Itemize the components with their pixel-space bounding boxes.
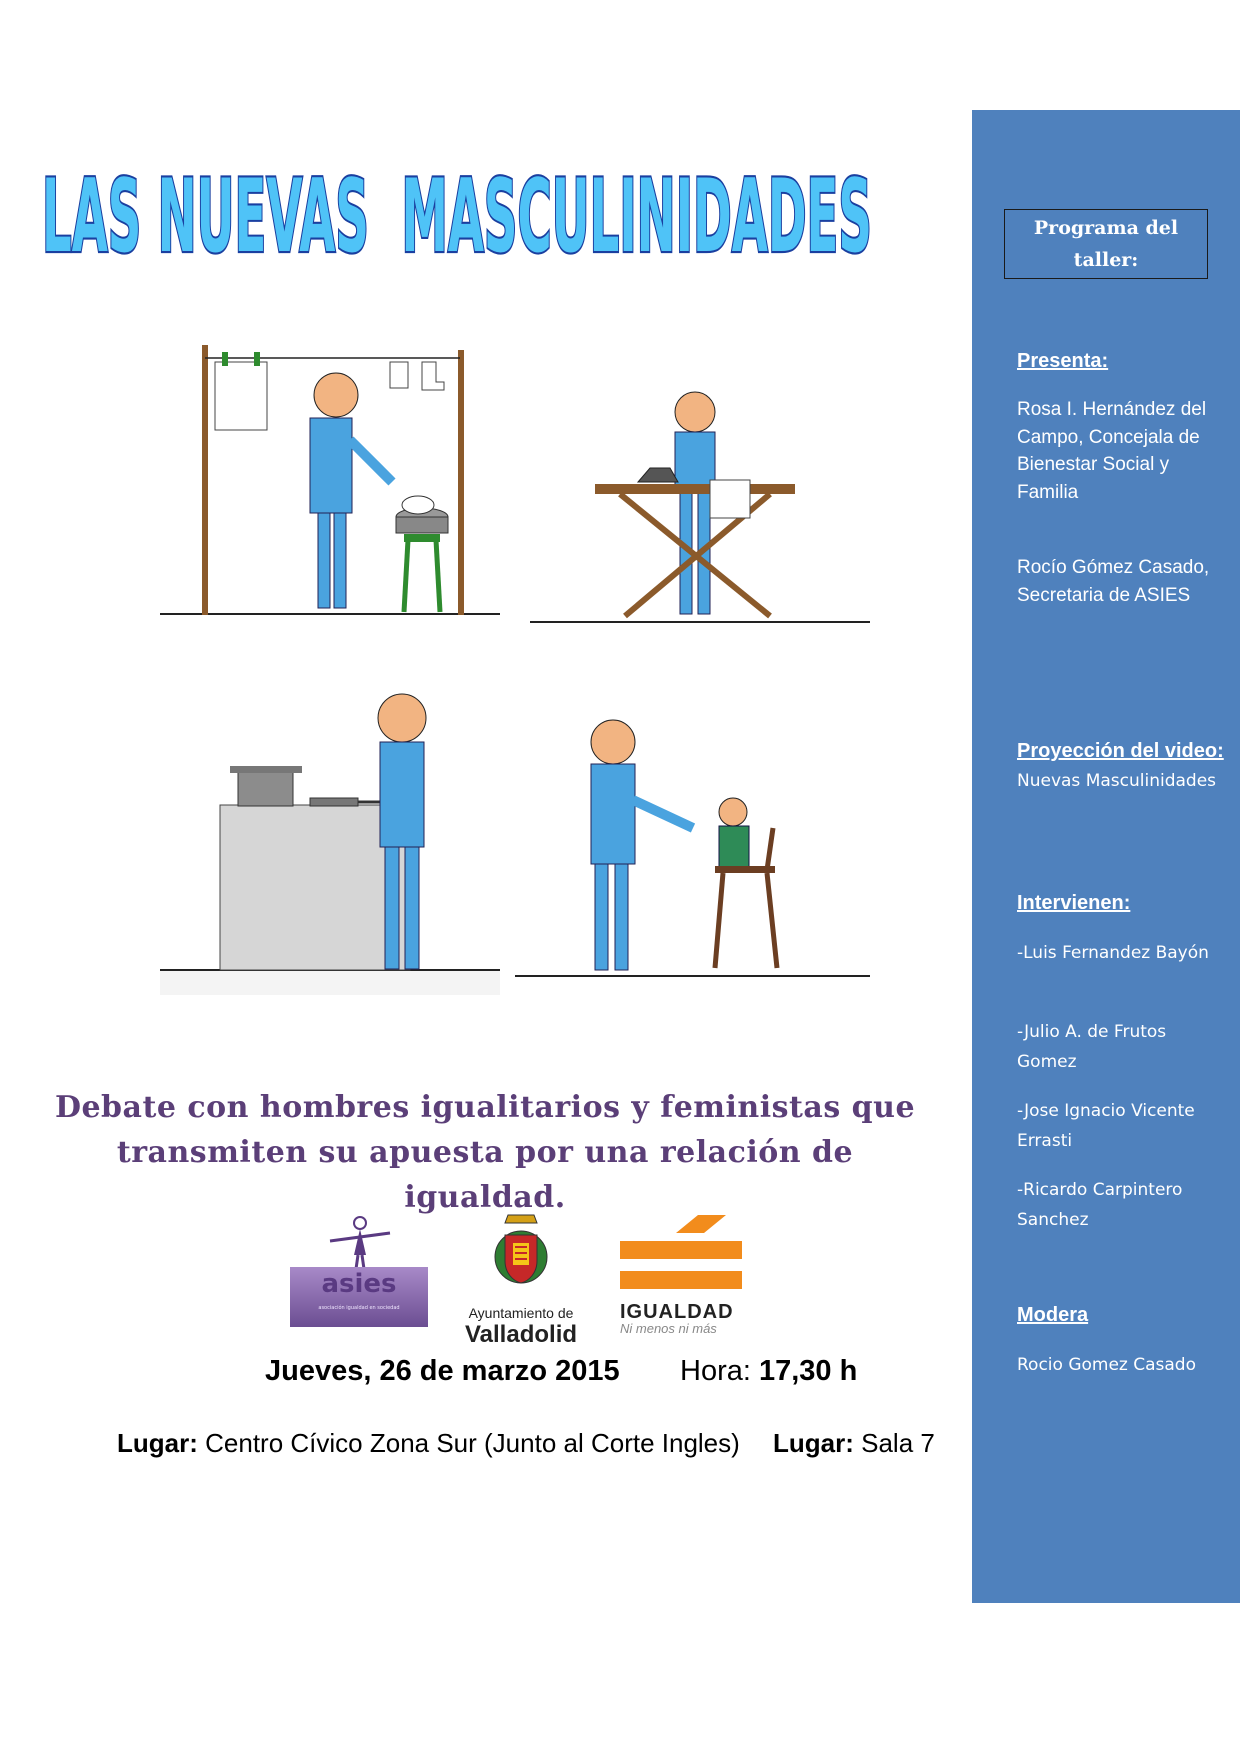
asies-panel — [290, 1267, 428, 1327]
proyeccion-value: Nuevas Masculinidades — [1017, 771, 1217, 791]
event-time — [680, 1355, 857, 1388]
modera-value: Rocio Gomez Casado — [1017, 1355, 1196, 1375]
modera-heading: Modera — [1017, 1304, 1089, 1326]
valladolid-line-1: Ayuntamiento de — [468, 1305, 574, 1321]
programa-heading: Programa del taller: — [1033, 217, 1179, 271]
event-place — [117, 1428, 740, 1459]
proyeccion-heading: Proyección del video: — [1017, 740, 1224, 762]
igualdad-subtitle: Ni menos ni más — [620, 1321, 717, 1336]
event-time-value: 17,30 h — [758, 1355, 858, 1387]
event-place-value: Centro Cívico Zona Sur (Junto al Corte Ingles) — [205, 1428, 740, 1458]
event-time-label: Hora: — [680, 1355, 751, 1387]
illustration-laundry — [160, 340, 500, 620]
programa-box — [1004, 209, 1208, 279]
presenta-person-1: Rosa I. Hernández del Campo, Concejala de Bienestar Social y Familia — [1017, 399, 1207, 503]
debate-line-2: transmiten su apuesta por una relación de igualdad. — [116, 1135, 854, 1215]
valladolid-logo — [458, 1213, 584, 1348]
presenta-heading: Presenta: — [1017, 350, 1109, 372]
poster-title — [40, 150, 890, 270]
igualdad-equals-icon — [620, 1215, 745, 1297]
speaker-1: -Luis Fernandez Bayón — [1017, 943, 1209, 963]
debate-text — [40, 1085, 930, 1220]
speaker-3: -Jose Ignacio Vicente Errasti — [1017, 1101, 1195, 1151]
debate-line-1: Debate con hombres igualitarios y feministas que — [54, 1090, 916, 1125]
illustration-ironing — [530, 380, 870, 630]
proyeccion-block — [1017, 737, 1227, 796]
asies-figure-icon — [320, 1215, 400, 1271]
event-room — [773, 1428, 935, 1459]
event-place-label: Lugar: — [117, 1428, 198, 1458]
valladolid-crest-icon — [491, 1213, 551, 1297]
event-date — [265, 1355, 620, 1388]
igualdad-word: IGUALDAD — [620, 1301, 734, 1323]
event-date-text: Jueves, 26 de marzo 2015 — [265, 1355, 620, 1387]
asies-name: asies — [321, 1269, 397, 1299]
asies-fine-print: asociación igualdad en sociedad — [318, 1305, 400, 1311]
illustration-cooking — [160, 670, 500, 995]
event-room-value: Sala 7 — [861, 1428, 935, 1458]
program-sidebar — [972, 110, 1240, 1603]
presenta-person-2: Rocío Gómez Casado, Secretaria de ASIES — [1017, 557, 1210, 606]
event-room-label: Lugar: — [773, 1428, 854, 1458]
speaker-2: -Julio A. de Frutos Gomez — [1017, 1022, 1167, 1072]
valladolid-line-2: Valladolid — [464, 1321, 578, 1348]
speaker-4: -Ricardo Carpintero Sanchez — [1017, 1180, 1183, 1230]
igualdad-logo — [620, 1215, 745, 1336]
asies-logo — [290, 1215, 428, 1327]
illustration-feeding-baby — [515, 700, 870, 990]
intervienen-heading: Intervienen: — [1017, 892, 1131, 914]
poster-title-text: LAS NUEVAS MASCULINIDADES — [42, 158, 872, 270]
